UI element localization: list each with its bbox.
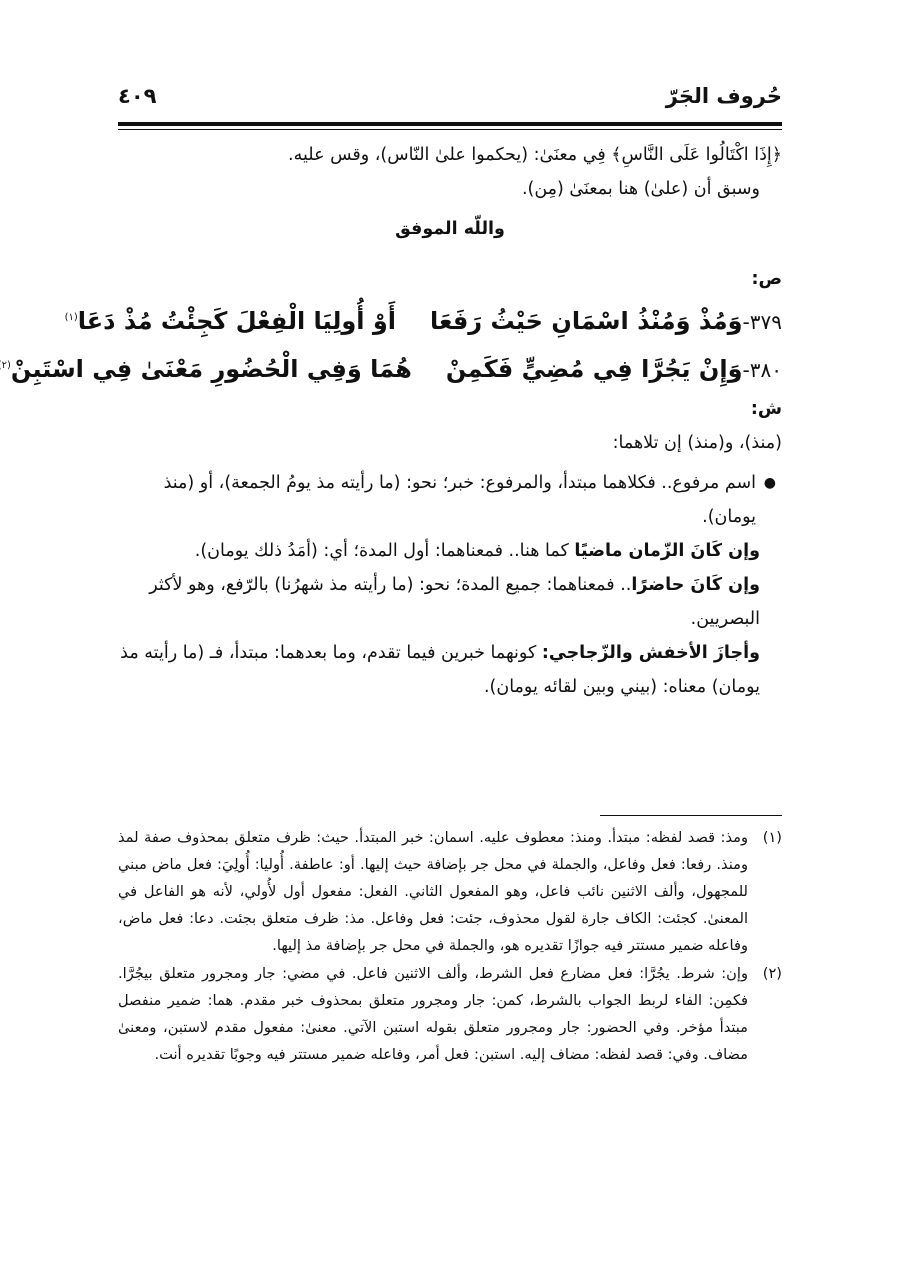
paragraph-intro: (منذ)، و(منذ) إن تلاهما: — [612, 433, 782, 453]
bullet-text: اسم مرفوع.. فكلاهما مبتدأ، والمرفوع: خبر؛ نحو: (ما رأيته مذ يومُ الجمعة)، أو (منذ يومان). — [163, 473, 756, 527]
verse-hemistich-second: هُمَا وَفِي الْحُضُورِ مَعْنَىٰ فِي اسْتَبِنْ — [10, 355, 412, 383]
paragraph-past — [118, 534, 782, 568]
shin-marker: ش: — [750, 399, 782, 419]
running-header — [118, 84, 782, 118]
paragraph-text: كما هنا.. فمعناهما: أول المدة؛ أي: (أمَدُ ذلك يومان). — [194, 541, 575, 561]
verse-hemistich-second: أَوْ أُولِيَا الْفِعْلَ كَجِئْتُ مُذْ دَعَا — [77, 307, 397, 335]
bold-lead: وإن كَانَ حاضرًا — [631, 575, 760, 595]
paragraph-note: وسبق أن (علىٰ) هنا بمعنَىٰ (مِن). — [521, 179, 760, 199]
sad-marker: ص: — [751, 269, 782, 289]
footnote-2 — [118, 960, 782, 1068]
header-rule-thin — [118, 129, 782, 130]
footnote-text: ومذ: قصد لفظه: مبتدأ. ومنذ: معطوف عليه. اسمان: خبر المبتدأ. حيث: ظرف متعلق بمحذوف صفة لمذ ومنذ. رفعا: فعل وفاعل، والجملة في محل جر بإضافة حيث إليها. أو: عاطفة. أُوليا: أُولِيَ: فعل ماض مبني للمجهول، وألف الاثنين نائب فاعل، وهو المفعول الثاني. الفعل: مفعول أول لأُولي، لأنه هو الفاعل في المعنىٰ. كجئت: الكاف جارة لقول محذوف، جئت: فعل وفاعل. مذ: ظرف متعلق بجئت. دعا: فعل ماض، وفاعله ضمير مستتر فيه جوازًا تقديره هو، والجملة في محل جر بإضافة مذ إليها. — [118, 829, 748, 954]
verse-380 — [1, 344, 782, 392]
main-text — [1, 138, 782, 704]
verse-number: ٣٧٩- — [742, 310, 782, 334]
footnote-ref[interactable]: (١) — [64, 312, 78, 323]
paragraph-present — [118, 568, 782, 636]
paragraph-text: .. فمعناهما: جميع المدة؛ نحو: (ما رأيته مذ شهرُنا) بالرّفع، وهو لأكثر البصريين. — [149, 575, 760, 629]
bullet-dot-icon: ● — [763, 475, 776, 491]
closing-phrase: واللّه الموفق — [395, 219, 505, 239]
verse-hemistich-first: وَمُذْ وَمُنْذُ اسْمَانِ حَيْثُ رَفَعَا — [430, 307, 743, 335]
bold-lead: وأجازَ الأخفش والزّجاجي: — [541, 643, 760, 663]
footnotes — [118, 824, 782, 1069]
paragraph-text: كونهما خبرين فيما تقدم، وما بعدهما: مبتدأ، فـ (ما رأيته مذ يومان) معناه: (بيني وبين لقائه يومان). — [120, 643, 760, 697]
page-number: ٤٠٩ — [118, 84, 157, 108]
footnote-number: (٢) — [762, 965, 782, 982]
footnote-1 — [118, 824, 782, 959]
verse-hemistich-first: وَإِنْ يَجُرَّا فِي مُضِيٍّ فَكَمِنْ — [445, 355, 743, 383]
header-rule-thick — [118, 122, 782, 126]
paragraph-quran-ref: ﴿إِذَا اكْتَالُوا عَلَى النَّاسِ﴾ فِي معنَىٰ: (يحكموا علىٰ النّاس)، وقس عليه. — [288, 145, 782, 165]
paragraph-akhfash — [118, 636, 782, 704]
verse-379 — [64, 296, 782, 344]
verse-number: ٣٨٠- — [742, 358, 782, 382]
footnote-ref[interactable]: (٢ — [1, 360, 11, 371]
chapter-title: حُروف الجَرّ — [665, 84, 782, 108]
bold-lead: وإن كَانَ الزّمان ماضيًا — [574, 541, 760, 561]
footnote-number: (١) — [762, 829, 782, 846]
footnote-separator — [600, 815, 782, 816]
footnote-text: وإن: شرط. يجُرَّا: فعل مضارع فعل الشرط، وألف الاثنين فاعل. في مضي: جار ومجرور متعلق بيجُرَّا. فكمِن: الفاء لربط الجواب بالشرط، كمن: جار ومجرور متعلق بمحذوف خبر مقدم. هما: ضمير منفصل مبتدأ مؤخر. وفي الحضور: جار ومجرور متعلق بقوله استبن الآتي. معنىٰ: مفعول مقدم لاستبن، ومعنىٰ مضاف. وفي: قصد لفظه: مضاف إليه. استبن: فعل أمر، وفاعله ضمير مستتر فيه وجوبًا تقديره أنت. — [118, 965, 748, 1063]
bullet-item — [118, 466, 782, 534]
